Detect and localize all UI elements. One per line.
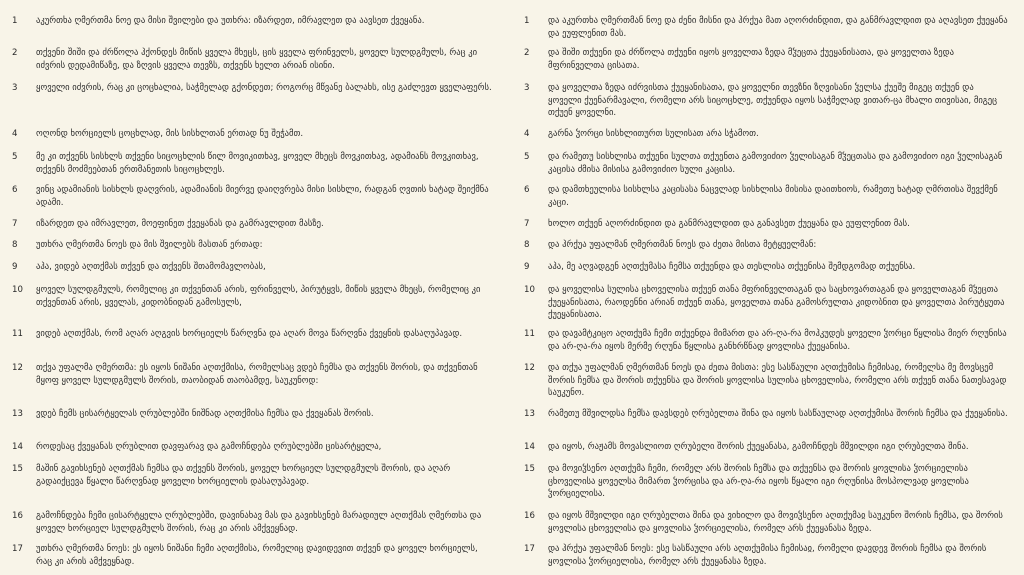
verse-text: და ყოველისა სულისა ცხოველისა თქუენ თანა მფრინველთაგან და საცხოვართაგან და ყოველთაგან მჴეცთა ქუეყანისათა, რაოდენნი არიან თქუენ თანა, ყოველთა თანა გამოსრულთა კიდობნით და ყოველთა პირუტყუთა ქუეყანისათა. [548,285,1005,320]
verse-text: ხოლო თქუენ აღორძინდით და განმრავლდით და განავსეთ ქუეყანა და ეუფლენით მას. [548,219,910,229]
verse-row [512,47,1024,72]
verse-text: და ჰრქუა უფალმან ნოეს: ესე სასწაული არს აღთქუმისა ჩემისაჲ, რომელი დავდევ შორის ჩემსა და შორის ყოვლისა ჴორციელისა, რომელ არს ქუეყანასა ზედა. [548,544,987,567]
verse-row [512,261,1024,274]
verse-number: 11 [524,329,535,339]
verse-number: 8 [524,240,530,250]
verse-number: 6 [524,185,530,195]
verse-number: 3 [524,83,530,93]
verse-number: 6 [12,185,18,195]
verse-row [0,543,512,568]
verse-text: თქვა უფალმა ღმერთმა: ეს იყოს ნიშანი აღთქმისა, რომელსაც ვდებ ჩემსა და თქვენს შორის, და თქვენთან მყოფ ყოველ სულდგმულს შორის, თაობიდან თაობამდე, საუკუნოდ: [36,363,478,386]
verse-number: 7 [12,219,18,229]
verse-number: 5 [12,152,18,162]
verse-number: 13 [524,409,535,419]
verse-number: 9 [12,262,18,272]
verse-number: 15 [524,464,535,474]
verse-number: 12 [524,363,535,373]
verse-row [0,239,512,252]
verse-text: და დავამტკიცო აღთქუმა ჩემი თქუენდა მიმართ და არ-ღა-რა მოჰკუდეს ყოველი ჴორცი წყლისა მიერ რღუნისა და არ-ღა-რა იყოს მერმე რღუნა წყლისა განხრწნად ყოვლისა ქუეყანისა. [548,329,1007,352]
verse-text: უთხრა ღმერთმა ნოეს: ეს იყოს ნიშანი ჩემი აღთქმისა, რომელიც დავიდევით თქვენ და ყოველ ხორციელს, რაც კი არის ამქვეყნად. [36,544,478,567]
verse-number: 2 [524,48,530,58]
verse-text: თქვენი შიში და ძრწოლა ჰქონდეს მიწის ყველა მხეცს, ცის ყველა ფრინველს, ყოველ სულდგმულს, რაც კი იძვრის დედამიწაზე, და ზღვის ყველა თევზს, თქვენს ხელთ არიან ისინი. [36,48,478,71]
verse-text: და შიში თქუენი და ძრწოლა თქუენი იყოს ყოველთა ზედა მჴეცთა ქუეყანისათა, და ყოველთა ზედა მფრინველთა ცისათა. [548,48,954,71]
verse-text: და იყოს, რაჟამს მოვასლიოთ ღრუბელი შორის ქუეყანასა, გამოჩნდეს მშვილდი იგი ღრუბელთა შინა. [548,442,969,452]
verse-row [512,82,1024,120]
verse-number: 17 [524,544,535,554]
verse-row [512,218,1024,231]
verse-text: ვიდებ აღთქმას, რომ აღარ აღგვის ხორციელს წარღვნა და აღარ მოვა წარღვნა ქვეყნის დასაღუპავად. [36,329,463,339]
verse-number: 8 [12,240,18,250]
verse-text: მე კი თქვენს სისხლს თქვენი სიცოცხლის წილ მოვიკითხავ, ყოველ მხეცს მოვკითხავ, ადამიანს მოვკითხავ, თქვენს მოძმეებთან ერთმანეთის სიცოცხლეს. [36,152,479,175]
verse-row [0,328,512,341]
verse-number: 12 [12,363,23,373]
verse-text: ყოველი იძვრის, რაც კი ცოცხალია, საჭმელად გქონდეთ; როგორც მწვანე ბალახს, ისე გაძლევთ ყველაფერს. [36,83,492,93]
verse-text: და ყოველთა ზედა იძრვისთა ქუეყანისათა, და ყოველნი თევზნი ზღვისანი ჴელსა ქუეშე მიგეც თქუენ და ყოველი ქუენარმავალი, რომელი არს სიცოცხლე, თქუენდა იყოს საჭმელად ვითარ-ცა მხალი თივისაი, მიგეც თქუენ ყოველნი. [548,83,998,118]
verse-row [512,441,1024,454]
verse-number: 1 [524,16,530,26]
verse-number: 16 [524,511,535,521]
verse-number: 10 [524,285,535,295]
verse-row [512,328,1024,353]
verse-text: როდესაც ქვეყანას ღრუბლით დავფარავ და გამოჩნდება ღრუბლებში ცისარტყელა, [36,442,382,452]
verse-text: ვინც ადამიანის სისხლს დაღვრის, ადამიანის მიერვე დაიღვრება მისი სისხლი, რადგან ღვთის ხატად შეიქმნა ადამი. [36,185,489,208]
verse-row [512,151,1024,176]
verse-text: და დამთხეულისა სისხლსა კაცისასა ნაცვლად სისხლისა მისისა დაითხიოს, რამეთუ ხატად ღმრთისა შევქმენ კაცი. [548,185,998,208]
verse-row [0,151,512,176]
verse-number: 14 [524,442,535,452]
verse-row [512,408,1024,421]
verse-row [0,218,512,231]
verse-number: 3 [12,83,18,93]
verse-text: გარნა ჴორცი სისხლითურთ სულისათ არა სჭამოთ. [548,129,759,139]
verse-text: და თქუა უფალმან ღმერთმან ნოეს და ძეთა მისთა: ესე სასწაული აღთქუმისა ჩემისაჲ, რომელსა მე მოვსცემ შორის ჩემსა და შორის თქუენსა და შორის ყოვლისა სულისა ცხოველისა, რომელი არს თქუენ თანა ნათესავად საუკუნო. [548,363,1007,398]
verse-row [512,510,1024,535]
verse-number: 14 [12,442,23,452]
verse-number: 9 [524,262,530,272]
verse-row [512,15,1024,40]
verse-row [512,239,1024,252]
verse-text: ვდებ ჩემს ცისარტყელას ღრუბლებში ნიშნად აღთქმისა ჩემსა და ქვეყანას შორის. [36,409,374,419]
verse-row [512,184,1024,209]
verse-row [0,128,512,141]
verse-text: და ჰრქუა უფალმან ღმერთმან ნოეს და ძეთა მისთა მეტყუელმან: [548,240,817,250]
verse-row [512,362,1024,400]
verse-number: 13 [12,409,23,419]
verse-row [0,441,512,454]
verse-number: 1 [12,16,18,26]
verse-number: 2 [12,48,18,58]
verse-text: აჰა, ვიდებ აღთქმას თქვენ და თქვენს შთამომავლობას, [36,262,266,272]
verse-text: გამოჩნდება ჩემი ცისარტყელა ღრუბლებში, დავინახავ მას და გავიხსენებ მარადიულ აღთქმას ღმერთსა და ყოველ ხორციელ სულდგმულს შორის, რაც კი არის ამქვეყნად. [36,511,482,534]
verse-row [512,463,1024,501]
verse-row [0,362,512,387]
verse-row [0,82,512,95]
verse-row [0,15,512,28]
verse-text: მაშინ გავიხსენებ აღთქმას ჩემსა და თქვენს შორის, ყოველ ხორციელ სულდგმულს შორის, და აღარ გადაიქცევა წყალი წარღვნად ყოველი ხორციელის დასაღუპავად. [36,464,451,487]
verse-text: რამეთუ მშვილდსა ჩემსა დავსდებ ღრუბელთა შინა და იყოს სასწაულად აღთქუმისა შორის ჩემსა და ქუეყანისა. [548,409,1008,419]
verse-number: 16 [12,511,23,521]
verse-text: უთხრა ღმერთმა ნოეს და მის შვილებს მასთან ერთად: [36,240,263,250]
verse-row [512,543,1024,568]
verse-text: და იყოს მშვილდი იგი ღრუბელთა შინა და ვიხილო და მოვიჴსენო აღთქუმაჲ საუკუნო შორის ჩემსა, და შორის ყოვლისა ცხოველისა და ყოვლისა ჴორციელისა, რომელ არს ქუეყანასა ზედა. [548,511,1003,534]
verse-number: 4 [12,129,18,139]
verse-row [512,128,1024,141]
verse-number: 17 [12,544,23,554]
verse-number: 4 [524,129,530,139]
verse-row [0,261,512,274]
verse-text: იზარდეთ და იმრავლეთ, მოეფინეთ ქვეყანას და გამრავლდით მასზე. [36,219,324,229]
verse-row [512,284,1024,322]
verse-text: ოღონდ ხორციელს ცოცხლად, მის სისხლთან ერთად ნუ შეჭამთ. [36,129,304,139]
verse-text: და მოვიჴსენო აღთქუმა ჩემი, რომელ არს შორის ჩემსა და თქუენსა და შორის ყოვლისა ჴორციელისა ცხოველისა ყოველსა მიმართ ჴორცისა და არ-ღა-რა იყოს წყალი იგი რღუნისა მოსპოლვად ყოვლისა ჴორციელისა. [548,464,969,499]
verse-row [0,463,512,488]
verse-row [0,510,512,535]
verse-text: აჰა, მე აღვადგენ აღთქუმასა ჩემსა თქუენდა და თესლისა თქუენისა შემდგომად თქუენსა. [548,262,916,272]
verse-number: 5 [524,152,530,162]
verse-number: 10 [12,285,23,295]
verse-row [0,184,512,209]
verse-text: აკურთხა ღმერთმა ნოე და მისი შვილები და უთხრა: იზარდეთ, იმრავლეთ და აავსეთ ქვეყანა. [36,16,425,26]
verse-row [0,284,512,309]
verse-row [0,408,512,421]
verse-number: 11 [12,329,23,339]
right-column [512,0,1024,575]
verse-number: 15 [12,464,23,474]
verse-text: და აკურთხა ღმერთმან ნოე და ძენი მისნი და ჰრქუა მათ აღორძინდით, და განმრავლდით და აღავსეთ ქუეყანა და ეუფლენით მას. [548,16,1008,39]
verse-number: 7 [524,219,530,229]
verse-text: ყოველ სულდგმულს, რომელიც კი თქვენთან არის, ფრინველს, პირუტყვს, მიწის ყველა მხეცს, რომელიც კი თქვენთან არის, ყველას, კიდობნიდან გამოსულს, [36,285,481,308]
verse-row [0,47,512,72]
verse-text: და რამეთუ სისხლისა თქუენი სულთა თქუენთა გამოვიძიო ჴელისაგან მჴეცთასა და გამოვიძიო იგი ჴელისაგან კაცისა ძმისა მისისა გამოვიძიო სული კაცისა. [548,152,1003,175]
